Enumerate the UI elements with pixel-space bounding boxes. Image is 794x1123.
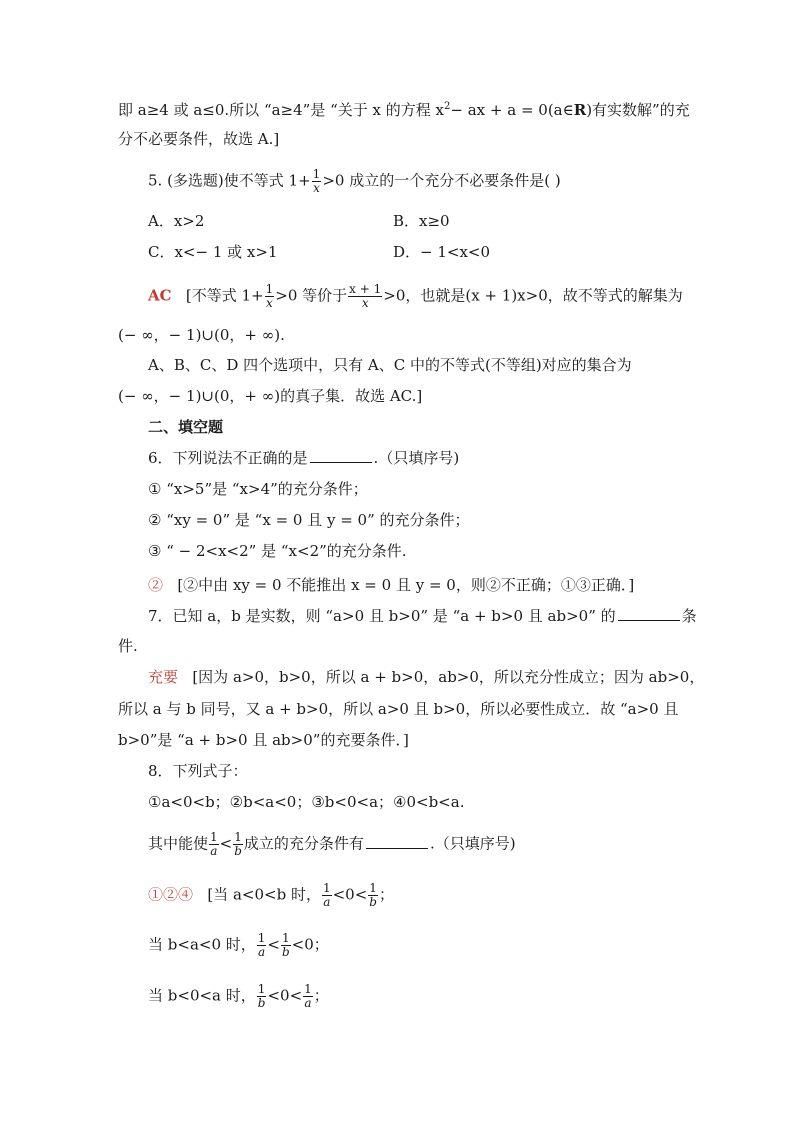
answer-label: 充要 — [148, 668, 179, 686]
fraction: $\frac{1}{a}$ — [210, 830, 218, 858]
q8-answer-line-2: 当 b<a<0 时， $\frac{1}{a}$ < $\frac{1}{b}$ <0； — [148, 931, 329, 959]
answer-blank — [310, 448, 372, 463]
q5-option-d: D．− 1<x<0 — [393, 243, 491, 261]
answer-blank — [366, 834, 428, 849]
q5-option-b: B．x≥0 — [393, 212, 450, 230]
q5-answer-line-4: (− ∞，− 1)∪(0，+ ∞)的真子集．故选 AC.] — [118, 387, 423, 405]
section-heading: 二、填空题 — [148, 418, 224, 436]
answer-blank — [618, 606, 680, 621]
q6-item-2: ② “xy = 0” 是 “x = 0 且 y = 0” 的充分条件； — [148, 511, 470, 529]
fraction: $\frac{x + 1}{x}$ — [349, 282, 382, 310]
q5-answer-line-2: (− ∞，− 1)∪(0，+ ∞). — [118, 326, 285, 344]
fraction: $\frac{1}{x}$ — [265, 282, 274, 310]
fraction: $\frac{1}{a}$ — [257, 931, 266, 959]
question-5-stem: 5. (多选题)使不等式 1+ $\frac{1}{x}$ >0 成立的一个充分不必要条件是( ) — [148, 167, 561, 195]
q5-option-a: A．x>2 — [148, 212, 205, 230]
q8-answer-line-1: ①②④ [当 a<0<b 时， $\frac{1}{a}$ <0< $\frac{1}{b}$ ； — [148, 881, 394, 909]
q5-answer-line-1: AC [不等式 1+ $\frac{1}{x}$ >0 等价于 $\frac{x + 1}{x}$ >0，也就是(x + 1)x>0，故不等式的解集为 — [148, 282, 683, 310]
question-8-stem: 8．下列式子： — [148, 762, 248, 780]
q7-answer-line-3: b>0”是 “a + b>0 且 ab>0”的充要条件．] — [118, 731, 409, 749]
q8-items: ①a<0<b；②b<a<0；③b<0<a；④0<b<a. — [148, 793, 465, 811]
q8-ask: 其中能使 $\frac{1}{a}$ < $\frac{1}{b}$ 成立的充分条件有 .（只填序号) — [148, 830, 516, 858]
fraction: $\frac{1}{a}$ — [322, 881, 331, 909]
answer-label: ② — [148, 576, 164, 594]
q8-answer-line-3: 当 b<0<a 时， $\frac{1}{b}$ <0< $\frac{1}{a}$ ； — [148, 982, 329, 1010]
q6-item-1: ① “x>5”是 “x>4”的充分条件； — [148, 480, 368, 498]
q5-answer-line-3: A、B、C、D 四个选项中，只有 A、C 中的不等式(不等组)对应的集合为 — [148, 356, 632, 374]
prev-answer-line-1: 即 a≥4 或 a≤0.所以 “a≥4”是 “关于 x 的方程 $x^2-$ ax + a = 0(a∈R)有实数解”的充 — [118, 101, 690, 119]
answer-label: ①②④ — [148, 885, 194, 904]
q6-item-3: ③ “ − 2<x<2” 是 “x<2”的充分条件. — [148, 542, 407, 560]
question-7-stem-line-2: 件. — [118, 637, 138, 655]
answer-label: AC — [148, 286, 172, 305]
question-7-stem: 7．已知 a，b 是实数，则 “a>0 且 b>0” 是 “a + b>0 且 ab>0” 的 条 — [148, 607, 697, 625]
question-6-stem: 6．下列说法不正确的是 .（只填序号) — [148, 449, 460, 467]
q7-answer-line-2: 所以 a 与 b 同号，又 a + b>0，所以 a>0 且 b>0，所以必要性成立．故 “a>0 且 — [118, 700, 679, 718]
q7-answer-line-1: 充要 [因为 a>0，b>0，所以 a + b>0，ab>0，所以充分性成立；因为 ab>0， — [148, 668, 705, 686]
fraction: $\frac{1}{a}$ — [304, 982, 312, 1010]
fraction: $\frac{1}{x}$ — [312, 167, 321, 195]
q6-answer: ② [②中由 xy = 0 不能推出 x = 0 且 y = 0，则②不正确；①③正确．] — [148, 576, 635, 594]
fraction: $\frac{1}{b}$ — [257, 982, 266, 1010]
fraction: $\frac{1}{b}$ — [234, 830, 242, 858]
q5-option-c: C．x<− 1 或 x>1 — [148, 243, 278, 261]
prev-answer-line-2: 分不必要条件，故选 A.] — [118, 130, 280, 148]
fraction: $\frac{1}{b}$ — [281, 931, 290, 959]
fraction: $\frac{1}{b}$ — [369, 881, 377, 909]
